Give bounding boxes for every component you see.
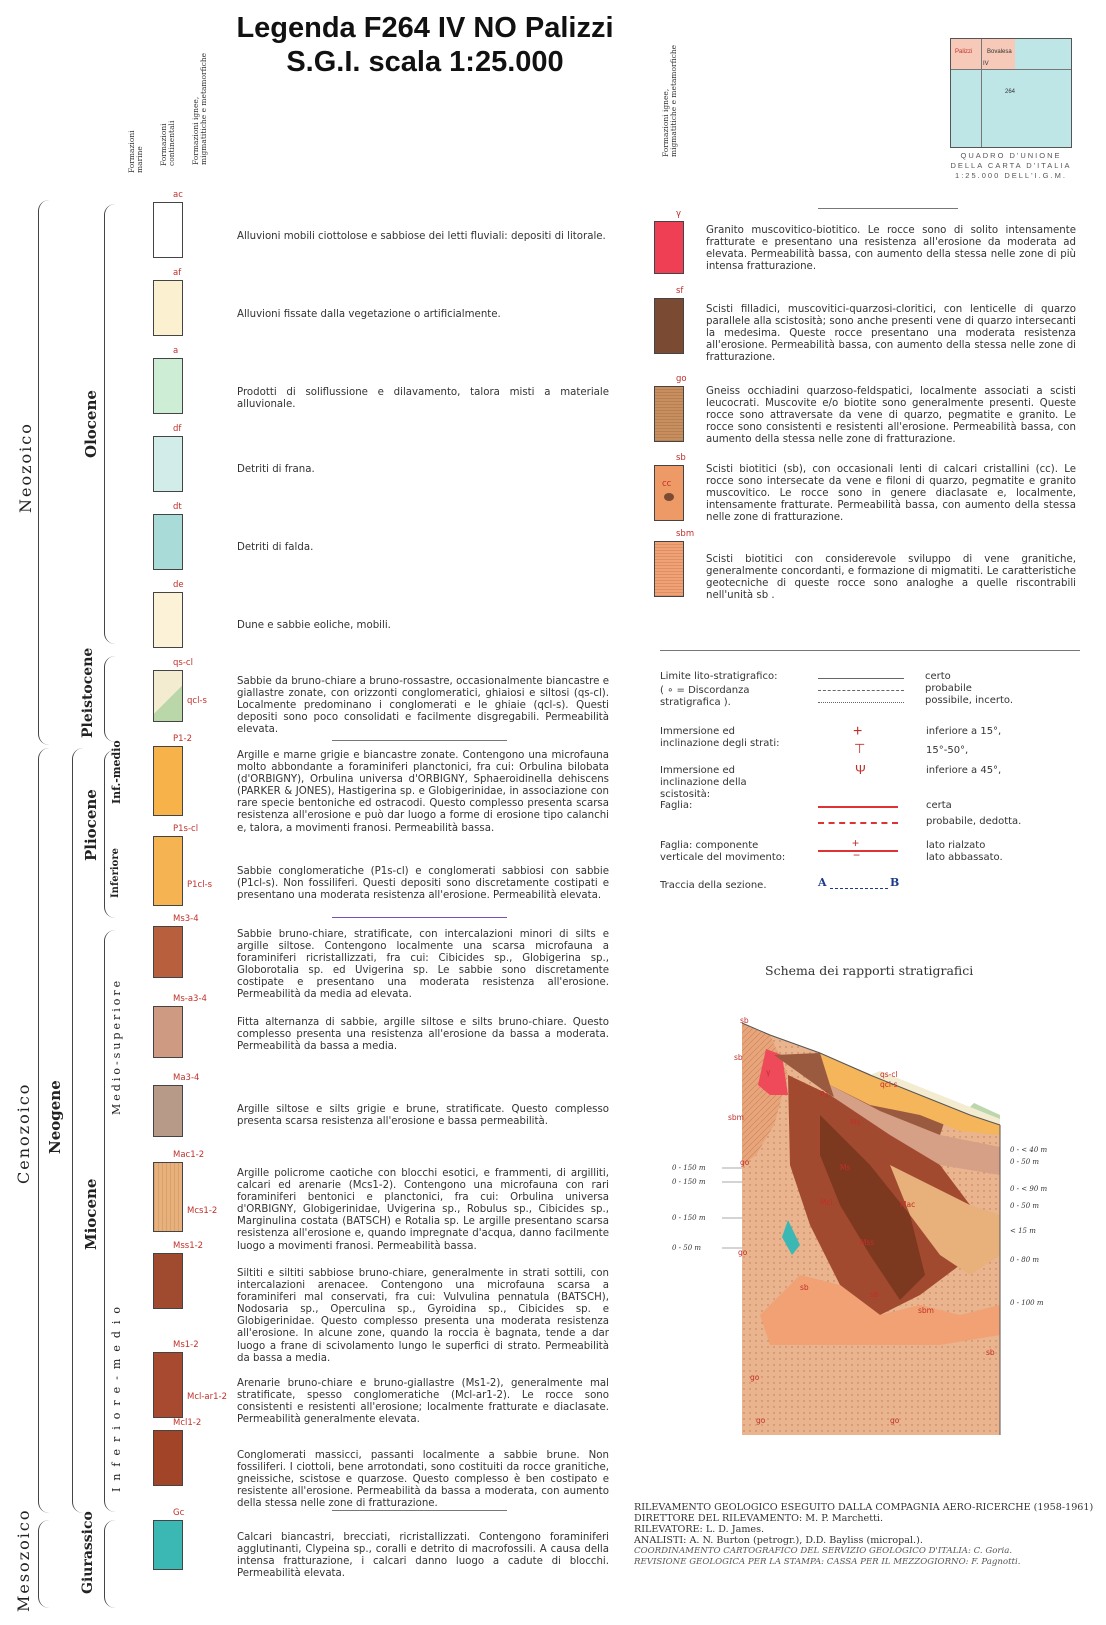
sub-inferiore-pliocene: Inferiore — [110, 848, 121, 898]
legend-desc-11: Argille siltose e silts grigie e brune, stratificate. Questo complesso presenta scarsa resistenza all'erosione e bassa permeabilità. — [237, 1104, 609, 1128]
credits-line4: ANALISTI: A. N. Burton (petrogr.), D.D. Bayliss (micropal.). — [634, 1535, 923, 1546]
igneous-desc-3: Scisti biotitici (sb), con occasionali lenti di calcari cristallini (cc). Le rocce sono intersecate da vene e filoni di quarzo, pegmatite e granito muscovitico. Le rocce sono in genere diaclasate e, localmente, intensamente fratturate. Permeabilità bassa, con aumento della stessa nelle zone di fratturazione. — [706, 464, 1076, 524]
legend-desc-4: Detriti di falda. — [237, 542, 314, 553]
legend-desc-15: Conglomerati massicci, passanti localmente a sabbie brune. Non fossiliferi. I ciottoli, bene arrotondati, sono costituiti da rocce granitiche, gneissiche, scistose e quarzose. Questo complesso è ben costipato e resistente all'erosione. Permeabilità da bassa a moderata, con aumento della stessa nelle zone di fratturazione. — [237, 1450, 609, 1510]
schistosity-symbol: Ψ — [855, 762, 866, 777]
period-neogene: Neogene — [46, 1080, 64, 1154]
schema-left-thickness-1: 0 - 150 m — [672, 1178, 706, 1186]
legend-code2-12: Mcs1-2 — [187, 1206, 218, 1216]
legend-desc-7: Argille e marne grigie e biancastre zonate. Contengono una microfauna molto abbondante a foraminiferi planctonici, fra cui: Orbulina bilobata (d'ORBIGNY), Orbulina universa d'ORBIGNY, Sphaeroidinella dehiscens (PARKER & JONES), Hastigerina sp. e Globigerinidae, in associazione con rare specie bentoniche ed ostracodi. Questo complesso presenta scarsa resistenza all'erosione e può dar luogo a forme di erosione tipo calanchi e, talora, a movimenti franosi. Permeabilità bassa. — [237, 750, 609, 834]
traccia-b: B — [890, 876, 900, 889]
legend-code-3: df — [173, 424, 182, 434]
schema-unit-label-11: sbm — [918, 1306, 934, 1315]
legend-code2-8: P1cl-s — [187, 880, 213, 890]
legend-swatch-7 — [153, 746, 183, 816]
schema-unit-label-13: P1 — [820, 1090, 830, 1099]
index-map-vline — [981, 39, 982, 147]
faglia-comp-value-abbassato: lato abbassato. — [926, 852, 1003, 863]
igneous-desc-4: Scisti biotitici con considerevole sviluppo di vene granitiche, generalmente concordanti, e formazione di migmatiti. Le caratteristiche geotecniche di queste rocce sono analoghe a quelle riscontrabili nell'unità sb . — [706, 554, 1076, 602]
legend-code-2: a — [173, 346, 179, 356]
index-map — [950, 38, 1072, 148]
legend-desc-1: Alluvioni fissate dalla vegetazione o artificialmente. — [237, 309, 501, 320]
index-map-label-bovalesa: Bovalesa — [987, 49, 1012, 55]
limite-value-certo: certo — [925, 671, 951, 682]
schema-unit-label-19: qs-cl — [880, 1070, 898, 1079]
immersione-scistosita-value: inferiore a 45°, — [926, 765, 1002, 776]
legend-code-5: de — [173, 580, 184, 590]
igneous-swatch-1 — [654, 298, 684, 354]
legend-code2-14: Mcl-ar1-2 — [187, 1392, 228, 1402]
column-header-igneous: Formazioni ignee, migmatitiche e metamorfiche — [191, 52, 208, 165]
igneous-lens-3 — [664, 493, 674, 501]
legend-swatch-10 — [153, 1006, 183, 1058]
stratigraphic-schema — [670, 1015, 1100, 1445]
igneous-swatch-4 — [654, 541, 684, 597]
traccia-line — [830, 888, 888, 889]
legend-swatch-1 — [153, 280, 183, 336]
igneous-desc-0: Granito muscovitico-biotitico. Le rocce sono di solito intensamente fratturate e presentano una resistenza all'erosione da moderata ad elevata. Permeabilità bassa, con aumento della stessa nelle zone di più intensa fratturazione. — [706, 225, 1076, 273]
neozoico-brace — [38, 200, 49, 745]
dip-symbol-mid: ⊤ — [854, 741, 866, 756]
legend-desc-9: Sabbie bruno-chiare, stratificate, con intercalazioni minori di silts e argille siltose. Contengono localmente una scarsa microfauna a foraminiferi ricristallizzati, fra cui: Cibicides sp., Globigerina sp., Globorotalia sp. ed Uvigerina sp. Le sabbie sono discretamente costipate e presentano una moderata resistenza all'erosione. Permeabilità da media ad elevata. — [237, 929, 609, 1001]
legend-code-4: dt — [173, 502, 182, 512]
igneous-code-1: sf — [676, 286, 684, 296]
schema-left-thickness-2: 0 - 150 m — [672, 1214, 706, 1222]
schema-unit-label-10: sb — [986, 1348, 995, 1357]
schema-right-thickness-1: 0 - 50 m — [1010, 1158, 1040, 1166]
legend-separator-1 — [332, 917, 507, 918]
schema-unit-label-2: sbm — [728, 1113, 744, 1122]
legend-desc-2: Prodotti di soliflussione e dilavamento, talora misti a materiale alluvionale. — [237, 387, 609, 411]
epoch-olocene: Olocene — [82, 390, 100, 458]
legend-desc-12: Argille policrome caotiche con blocchi esotici, e frammenti, di argilliti, calcari ed arenarie (Mcs1-2). Contengono una microfauna con rari foraminiferi bentonici e planctonici, fra cui: Orbulina universa d'ORBIGNY, Globigerinidae, Uvigerina sp., Robulus sp., Cibicides sp., Marginulina costata (BATSCH) e Rotalia sp. Le argille presentano scarsa resistenza all'erosione e, quando impregnate d'acqua, danno facilmente luogo a movimenti franosi. Permeabilità bassa. — [237, 1168, 609, 1252]
legend-swatch-4 — [153, 514, 183, 570]
faglia-comp-minus: − — [853, 848, 861, 862]
legend-desc-14: Arenarie bruno-chiare e bruno-giallastre (Ms1-2), generalmente mal stratificate, spesso conglomeratiche (Mcl-ar1-2). Le rocce sono consistenti e resistenti all'erosione; localmente fratturate e diaclasate. Permeabilità generalmente elevata. — [237, 1378, 609, 1426]
legend-desc-3: Detriti di frana. — [237, 464, 315, 475]
period-giurassico: Giurassico — [80, 1511, 96, 1594]
legend-code-9: Ms3-4 — [173, 914, 199, 924]
igneous-swatch-2 — [654, 386, 684, 442]
schema-unit-label-12: γ — [766, 1068, 771, 1077]
legend-swatch-11 — [153, 1085, 183, 1137]
index-map-label-palizzi: Palizzi — [955, 49, 973, 55]
legend-swatch-3 — [153, 436, 183, 492]
faglia-line-probabile — [818, 822, 898, 824]
immersione-scistosita-label: Immersione ed inclinazione della scistosità: — [660, 765, 747, 800]
legend-swatch-0 — [153, 202, 183, 258]
legend-swatch-16 — [153, 1520, 183, 1570]
schema-right-thickness-3: 0 - 50 m — [1010, 1202, 1040, 1210]
schema-right-thickness-0: 0 - < 40 m — [1010, 1146, 1048, 1154]
legend-separator-0 — [332, 740, 507, 741]
schema-title: Schema dei rapporti stratigrafici — [765, 963, 974, 978]
legend-swatch-5 — [153, 592, 183, 648]
map-title-line2: S.G.I. scala 1:25.000 — [286, 46, 564, 78]
legend-swatch-2 — [153, 358, 183, 414]
era-mesozoico: Mesozoico — [14, 1508, 33, 1612]
sub-inferiore-medio: Inferiore-medio — [110, 1299, 123, 1492]
legend-code-13: Mss1-2 — [173, 1241, 204, 1251]
schema-unit-label-8: sb — [800, 1283, 809, 1292]
legend-desc-0: Alluvioni mobili ciottolose e sabbiose dei letti fluviali: depositi di litorale. — [237, 231, 606, 242]
faglia-label: Faglia: — [660, 800, 693, 811]
legend-code-6: qs-cl — [173, 658, 193, 668]
schema-unit-label-18: Mcl — [820, 1198, 833, 1207]
limite-line-probabile — [818, 690, 904, 691]
traccia-a: A — [818, 876, 827, 889]
column-header-continental: Formazioni continentali — [159, 120, 176, 166]
legend-desc-5: Dune e sabbie eoliche, mobili. — [237, 620, 391, 631]
legend-desc-13: Siltiti e siltiti sabbiose bruno-chiare, generalmente in strati sottili, con intercalazioni arenacee. Contengono una microfauna scarsa a foraminiferi mal conservati, fra cui: Vulvulina pennatula (BATSCH), Nodosaria sp., Operculina sp., Gyroidina sp., Cibicides sp. e Globigerinidae. Questo complesso presenta una moderata resistenza all'erosione. In alcune zone, quando la roccia è bagnata, tende a dar luogo a frane di scivolamento lungo le superfici di strato. Permeabilità da bassa a media. — [237, 1268, 609, 1364]
schema-unit-label-20: qcl-s — [880, 1080, 898, 1089]
igneous-desc-2: Gneiss occhiadini quarzoso-feldspatici, localmente associati a scisti leucocrati. Muscovite e/o biotite sono generalmente presenti. Queste rocce sono attraversate da vene di quarzo, pegmatite e granito. Le rocce sono consistenti e resistenti all'erosione. Permeabilità bassa, con aumento della stessa nelle zone di fratturazione. — [706, 386, 1076, 446]
schema-unit-label-17: Mss — [860, 1238, 875, 1247]
index-map-hline — [951, 69, 1071, 70]
igneous-swatch-0 — [654, 221, 684, 274]
legend-code-0: ac — [173, 190, 183, 200]
credits-line1: RILEVAMENTO GEOLOGICO ESEGUITO DALLA COMPAGNIA AERO-RICERCHE (1958-1961) — [634, 1502, 1094, 1513]
era-neozoico: Neozoico — [16, 422, 35, 513]
index-map-quadrant: IV — [983, 61, 989, 67]
schema-unit-label-6: go — [756, 1416, 766, 1425]
legend-code-14: Ms1-2 — [173, 1340, 199, 1350]
column-header-igneous-right: Formazioni ignee, migmatitiche e metamorfiche — [661, 44, 678, 157]
legend-swatch-14 — [153, 1352, 183, 1418]
credits-line5: COORDINAMENTO CARTOGRAFICO DEL SERVIZIO GEOLOGICO D'ITALIA: C. Goria. — [634, 1546, 1013, 1556]
limite-value-probabile: probabile — [925, 683, 972, 694]
igneous-separator-top — [818, 208, 958, 209]
column-header-marine: Formazioni marine — [127, 130, 144, 173]
era-cenozoico: Cenozoico — [14, 1082, 33, 1184]
legend-code-12: Mac1-2 — [173, 1150, 205, 1160]
legend-code-15: Mcl1-2 — [173, 1418, 202, 1428]
credits-line2: DIRETTORE DEL RILEVAMENTO: M. P. Marchetti. — [634, 1513, 884, 1524]
index-map-caption: QUADRO D'UNIONE DELLA CARTA D'ITALIA 1:25.000 DELL'I.G.M. — [950, 151, 1072, 180]
epoch-pleistocene: Pleistocene — [80, 647, 96, 738]
schema-unit-label-9: sb — [870, 1290, 879, 1299]
legend-code2-6: qcl-s — [187, 696, 207, 706]
legend-code-10: Ms-a3-4 — [173, 994, 207, 1004]
faglia-value-certa: certa — [926, 800, 952, 811]
dip-symbol-low: + — [853, 723, 863, 740]
legend-desc-16: Calcari biancastri, brecciati, ricristallizzati. Contengono foraminiferi agglutinanti, Clypeina sp., coralli e detrito di macrofossili. A causa della intensa fratturazione, i calcari danno luogo a cadute di blocchi. Permeabilità elevata. — [237, 1532, 609, 1580]
traccia-label: Traccia della sezione. — [660, 880, 767, 891]
schema-right-thickness-4: < 15 m — [1010, 1227, 1036, 1235]
epoch-miocene: Miocene — [82, 1178, 100, 1250]
neogene-brace — [72, 748, 83, 1513]
schema-unit-label-4: go — [738, 1248, 748, 1257]
igneous-code-3: sb — [676, 453, 686, 463]
legend-desc-8: Sabbie conglomeratiche (P1s-cl) e conglomerati sabbiosi con sabbie (P1cl-s). Non fossiliferi. Questi depositi sono discretamente costipati e presentano una moderata resistenza all'erosione. Permeabilità elevata. — [237, 866, 609, 902]
limite-label: Limite lito-stratigrafico: — [660, 671, 778, 682]
schema-unit-label-15: Ms — [840, 1163, 851, 1172]
discordanza-label: ( ∘ = Discordanza stratigrafica ). — [660, 685, 750, 708]
legend-code-11: Ma3-4 — [173, 1073, 200, 1083]
schema-right-thickness-2: 0 - < 90 m — [1010, 1185, 1048, 1193]
legend-code-8: P1s-cl — [173, 824, 199, 834]
schema-right-thickness-5: 0 - 80 m — [1010, 1256, 1040, 1264]
map-title-line1: Legenda F264 IV NO Palizzi — [236, 12, 614, 44]
pleistocene-brace — [104, 656, 115, 742]
immersione-strati-value-2: 15°-50°, — [926, 745, 969, 756]
legend-swatch-6 — [153, 670, 183, 722]
schema-unit-label-0: sb — [740, 1016, 749, 1025]
mesozoico-brace — [38, 1520, 49, 1608]
faglia-comp-plus: + — [852, 836, 860, 850]
igneous-separator-bottom — [660, 650, 1080, 651]
schema-right-thickness-6: 0 - 100 m — [1010, 1299, 1044, 1307]
index-map-sheet: 264 — [1005, 89, 1016, 95]
legend-code-16: Gc — [173, 1508, 185, 1518]
sub-medio-superiore: Medio-superiore — [110, 977, 123, 1115]
schema-left-thickness-0: 0 - 150 m — [672, 1164, 706, 1172]
credits-line3: RILEVATORE: L. D. James. — [634, 1524, 765, 1535]
schema-unit-label-7: go — [890, 1416, 900, 1425]
faglia-componente-label: Faglia: componente verticale del movimento: — [660, 840, 786, 863]
limite-line-certo — [818, 678, 904, 679]
legend-separator-2 — [332, 1510, 507, 1511]
legend-swatch-9 — [153, 926, 183, 978]
igneous-code-2: go — [676, 374, 687, 384]
igneous-desc-1: Scisti filladici, muscovitici-quarzosi-cloritici, con lenticelle di quarzo parallele alla scistosità; sono anche presenti vene di quarzo intersecanti la medesima. Queste rocce presentano una moderata resistenza all'erosione. Permeabilità bassa, con aumento della stessa nelle zone di fratturazione. — [706, 304, 1076, 364]
epoch-pliocene: Pliocene — [82, 789, 100, 861]
legend-swatch-8 — [153, 836, 183, 906]
schema-left-thickness-3: 0 - 50 m — [672, 1244, 702, 1252]
legend-desc-6: Sabbie da bruno-chiare a bruno-rossastre, occasionalmente biancastre e giallastre zonate, con orizzonti conglomeratici, ghiaiosi e siltosi (qs-cl). Localmente predominano i conglomerati e le ghiaie (qcl-s). Questi depositi sono poco consolidati e facilmente disgregabili. Permeabilità elevata. — [237, 676, 609, 736]
credits-line6: REVISIONE GEOLOGICA PER LA STAMPA: CASSA PER IL MEZZOGIORNO: F. Pagnotti. — [634, 1557, 1021, 1567]
faglia-line-certa — [818, 806, 898, 808]
giurassico-brace — [104, 1520, 115, 1608]
schema-unit-label-3: go — [740, 1158, 750, 1167]
legend-swatch-13 — [153, 1253, 183, 1309]
immersione-strati-label: Immersione ed inclinazione degli strati: — [660, 726, 780, 749]
igneous-code2-3: cc — [662, 479, 672, 489]
legend-swatch-12 — [153, 1162, 183, 1232]
schema-unit-label-14: Ms — [850, 1118, 861, 1127]
schema-unit-label-1: sb — [734, 1053, 743, 1062]
faglia-value-probabile: probabile, dedotta. — [926, 816, 1022, 827]
faglia-comp-value-rialzato: lato rialzato — [926, 840, 986, 851]
legend-code-1: af — [173, 268, 182, 278]
limite-line-possibile — [818, 702, 904, 703]
olocene-brace — [104, 204, 115, 644]
immersione-strati-value-1: inferiore a 15°, — [926, 726, 1002, 737]
igneous-code-4: sbm — [676, 529, 695, 539]
legend-desc-10: Fitta alternanza di sabbie, argille siltose e silts bruno-chiare. Questo complesso presenta una resistenza all'erosione da bassa a moderata. Permeabilità da bassa a media. — [237, 1017, 609, 1053]
legend-swatch-15 — [153, 1430, 183, 1486]
sub-inf-medio: Inf.-medio — [110, 740, 123, 804]
limite-value-possibile: possibile, incerto. — [925, 695, 1013, 706]
legend-code-7: P1-2 — [173, 734, 193, 744]
credits-block — [634, 1502, 1094, 1568]
schema-unit-label-16: Mac — [900, 1200, 916, 1209]
schema-unit-label-5: go — [750, 1373, 760, 1382]
igneous-code-0: γ — [676, 209, 682, 219]
